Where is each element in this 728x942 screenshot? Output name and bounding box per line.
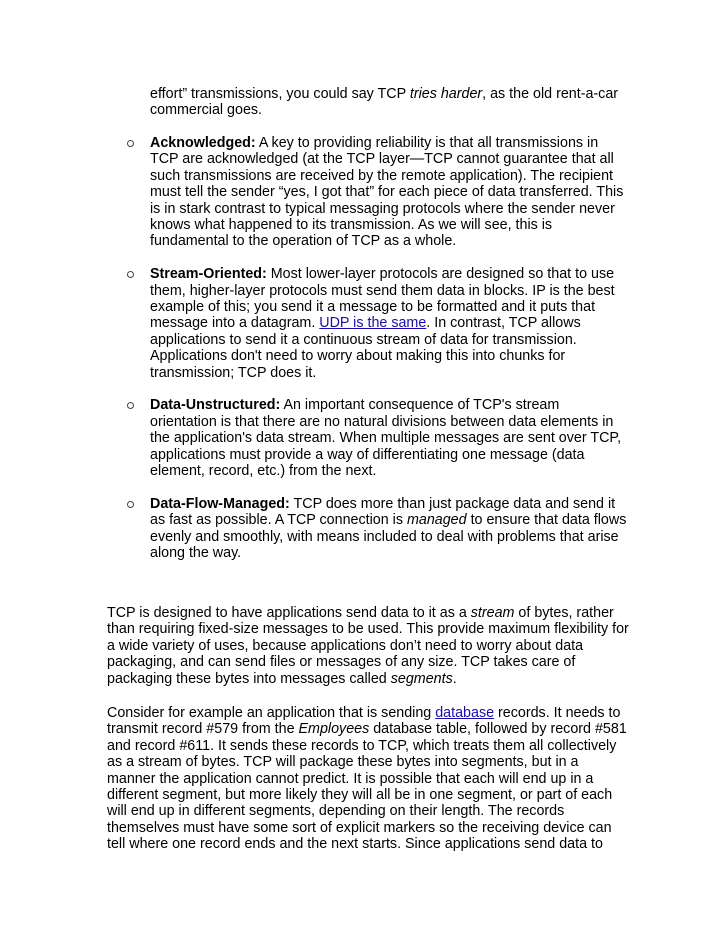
emphasis-text: Employees <box>298 721 370 738</box>
circle-bullet-icon <box>127 271 134 278</box>
emphasis-text: segments <box>390 670 453 687</box>
list-item-term: Data-Flow-Managed: <box>150 495 290 512</box>
list-item-term: Data-Unstructured: <box>150 397 281 414</box>
circle-bullet-icon <box>127 140 134 147</box>
list-item-stream-oriented: Stream-Oriented: Most lower-layer protocols are designed so that to use them, higher-layer protocols must send them data in blocks. IP is the best example of this; you send it a message to be formatted and it puts that message into a datagram. UDP is the same. In contrast, TCP allows applications to send it a continuous stream of data for transmission. Applications don't need to worry about making this into chunks for transmission; TCP does it. <box>150 266 630 381</box>
circle-bullet-icon <box>127 501 134 508</box>
list-item-data-flow-managed: Data-Flow-Managed: TCP does more than just package data and send it as fast as possible. A TCP connection is managed to ensure that data flows evenly and smoothly, with means included to deal with problems that arise along the way. <box>150 496 630 562</box>
list-item-text: A key to providing reliability is that all transmissions in TCP are acknowledged (at the TCP layer—TCP cannot guarantee that all such transmissions are received by the remote application). The recipient must tell the sender “yes, I got that” for each piece of data transferred. This is in stark contrast to typical messaging protocols where the sender never knows what happened to its transmission. As we will see, this is fundamental to the operation of TCP as a whole. <box>150 135 624 250</box>
list-item-term: Stream-Oriented: <box>150 266 267 283</box>
circle-bullet-icon <box>127 402 134 409</box>
paragraph-example: Consider for example an application that is sending database records. It needs to transmit record #579 from the Employees database table, followed by record #581 and record #611. It sends these records to TCP, which treats them all collectively as a stream of bytes. TCP will package these bytes into segments, but in a manner the application cannot predict. It is possible that each will end up in a different segment, but more likely they will all be in one segment, or part of each will end up in different segments, depending on their length. The records themselves must have some sort of explicit markers so the receiving device can tell where one record ends and the next starts. Since applications send data to <box>107 705 627 853</box>
list-item-text: An important consequence of TCP's stream orientation is that there are no natural divisions between data elements in the application's data stream. When multiple messages are sent over TCP, applications must provide a way of differentiating one message (data element, record, etc.) from the next. <box>150 397 622 480</box>
continuation-text: effort” transmissions, you could say TCP tries harder, as the old rent-a-car commercial goes. <box>150 86 619 119</box>
emphasis-text: tries harder <box>409 86 483 102</box>
list-item-acknowledged <box>150 135 630 250</box>
database-link[interactable]: database <box>435 705 495 721</box>
emphasis-text: managed <box>406 512 467 529</box>
list-item-data-unstructured <box>150 397 630 479</box>
emphasis-text: stream <box>470 605 515 621</box>
list-item-term: Acknowledged: <box>150 135 256 151</box>
paragraph-stream: TCP is designed to have applications send data to it as a stream of bytes, rather than requiring fixed-size messages to be used. This provide maximum flexibility for a wide variety of uses, because applications don’t need to worry about data packaging, and can send files or messages of any size. TCP takes care of packaging these bytes into messages called segments. <box>107 605 629 687</box>
feature-list <box>150 135 630 578</box>
udp-link[interactable]: UDP is the same <box>319 315 427 332</box>
